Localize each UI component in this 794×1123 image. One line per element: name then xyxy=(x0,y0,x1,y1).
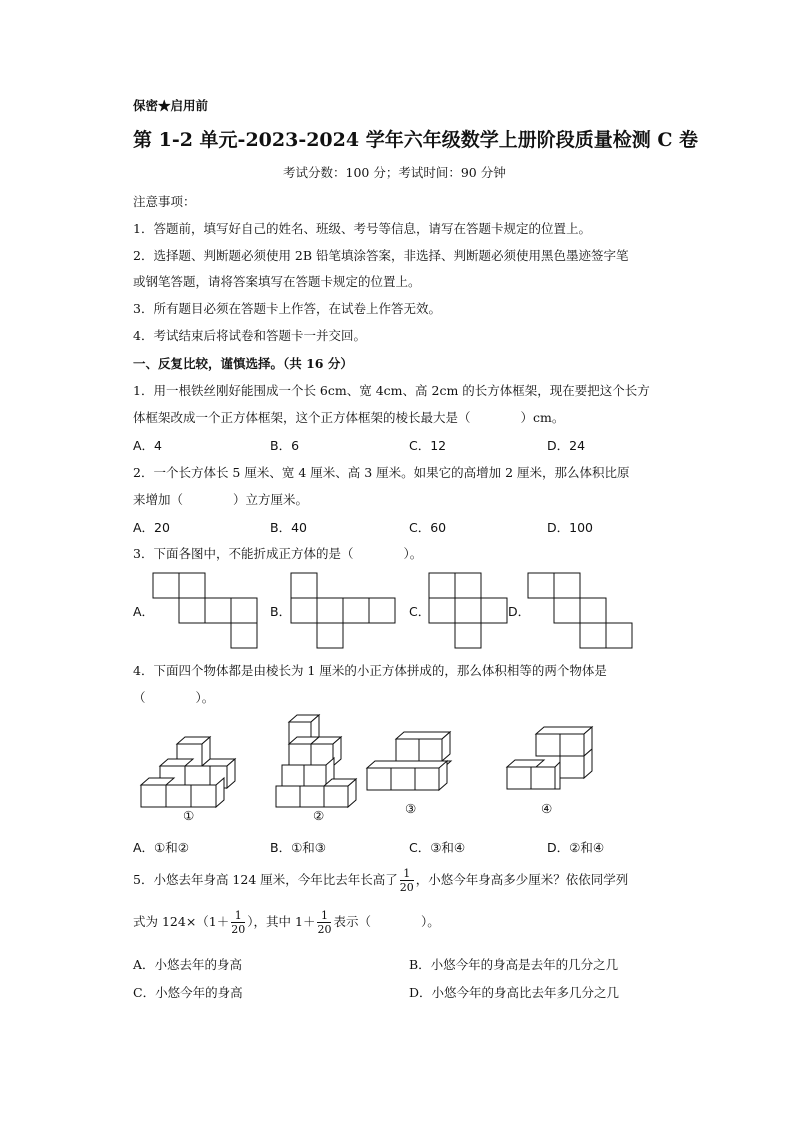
net-figure-c xyxy=(428,572,512,652)
q5-line1-start: 5．小悠去年身高 124 厘米，今年比去年长高了 xyxy=(133,872,398,887)
notes-heading: 注意事项： xyxy=(133,194,196,209)
fraction xyxy=(400,868,414,893)
question-1-text: 1．用一根铁丝刚好能围成一个长 6cm、宽 4cm、高 2cm 的长方体框架，现在要把这个长方 xyxy=(133,383,650,398)
fraction-denominator: 20 xyxy=(231,923,246,936)
figure-label-4: ④ xyxy=(541,801,553,816)
question-2-text: 2．一个长方体长 5 厘米、宽 4 厘米、高 3 厘米。如果它的高增加 2 厘米，那么体积比原 xyxy=(133,465,630,480)
question-5-text xyxy=(133,868,628,893)
q4-option-a[interactable]: A．①和② xyxy=(133,840,189,855)
q5-option-a[interactable]: A．小悠去年的身高 xyxy=(133,957,243,972)
fraction xyxy=(231,910,245,935)
q3-option-c[interactable]: C． xyxy=(409,604,431,619)
cube-figure-2 xyxy=(275,714,357,808)
q5-line2-end: 表示（ ）。 xyxy=(333,914,440,929)
q5-option-b[interactable]: B．小悠今年的身高是去年的几分之几 xyxy=(409,957,619,972)
cube-figure-4 xyxy=(506,722,602,798)
q5-line2-middle: ），其中 1＋ xyxy=(247,914,316,929)
q5-option-c[interactable]: C．小悠今年的身高 xyxy=(133,985,243,1000)
q4-option-c[interactable]: C．③和④ xyxy=(409,840,466,855)
figure-label-1: ① xyxy=(183,808,195,823)
q2-option-d[interactable]: D．100 xyxy=(547,520,593,535)
fraction-denominator: 20 xyxy=(399,881,414,894)
q5-line2-start: 式为 124×（1＋ xyxy=(133,914,230,929)
confidential-mark: 保密★启用前 xyxy=(133,98,209,113)
net-figure-d xyxy=(527,572,635,652)
q5-option-d[interactable]: D．小悠今年的身高比去年多几分之几 xyxy=(409,985,620,1000)
question-5-formula xyxy=(133,910,440,935)
q4-option-d[interactable]: D．②和④ xyxy=(547,840,605,855)
question-2-text: 来增加（ ）立方厘米。 xyxy=(133,492,309,507)
q2-option-a[interactable]: A．20 xyxy=(133,520,170,535)
q1-option-d[interactable]: D．24 xyxy=(547,438,586,453)
q2-option-b[interactable]: B．40 xyxy=(270,520,307,535)
cube-figure-1 xyxy=(140,736,235,808)
cube-figure-3 xyxy=(366,729,462,801)
figure-label-3: ③ xyxy=(405,801,417,816)
q1-option-c[interactable]: C．12 xyxy=(409,438,447,453)
note-item: 或钢笔答题，请将答案填写在答题卡规定的位置上。 xyxy=(133,274,421,289)
note-item: 1．答题前，填写好自己的姓名、班级、考号等信息，请写在答题卡规定的位置上。 xyxy=(133,221,591,236)
fraction xyxy=(317,910,331,935)
net-figure-b xyxy=(290,572,398,652)
fraction-numerator: 1 xyxy=(231,910,245,923)
section-heading: 一、反复比较，谨慎选择。（共 16 分） xyxy=(133,356,353,371)
q4-option-b[interactable]: B．①和③ xyxy=(270,840,326,855)
net-figure-a xyxy=(152,572,260,652)
question-4-text: 4．下面四个物体都是由棱长为 1 厘米的小正方体拼成的，那么体积相等的两个物体是 xyxy=(133,663,607,678)
q2-option-c[interactable]: C．60 xyxy=(409,520,447,535)
figure-label-2: ② xyxy=(313,808,325,823)
q1-option-a[interactable]: A．4 xyxy=(133,438,163,453)
q1-option-b[interactable]: B．6 xyxy=(270,438,300,453)
note-item: 3．所有题目必须在答题卡上作答，在试卷上作答无效。 xyxy=(133,301,441,316)
note-item: 2．选择题、判断题必须使用 2B 铅笔填涂答案，非选择、判断题必须使用黑色墨迹签字笔 xyxy=(133,248,629,263)
note-item: 4．考试结束后将试卷和答题卡一并交回。 xyxy=(133,328,366,343)
exam-meta: 考试分数：100 分；考试时间：90 分钟 xyxy=(283,165,506,180)
q3-option-b[interactable]: B． xyxy=(270,604,292,619)
fraction-numerator: 1 xyxy=(400,868,414,881)
question-3-text: 3．下面各图中，不能折成正方体的是（ ）。 xyxy=(133,546,423,561)
question-4-text: （ ）。 xyxy=(133,690,215,705)
page-title: 第 1-2 单元-2023-2024 学年六年级数学上册阶段质量检测 C 卷 xyxy=(133,129,699,151)
fraction-denominator: 20 xyxy=(317,923,332,936)
q3-option-d[interactable]: D． xyxy=(508,604,531,619)
q5-line1-end: ，小悠今年身高多少厘米？依依同学列 xyxy=(415,872,629,887)
question-1-text: 体框架改成一个正方体框架，这个正方体框架的棱长最大是（ ）cm。 xyxy=(133,410,565,425)
q3-option-a[interactable]: A． xyxy=(133,604,155,619)
fraction-numerator: 1 xyxy=(317,910,331,923)
